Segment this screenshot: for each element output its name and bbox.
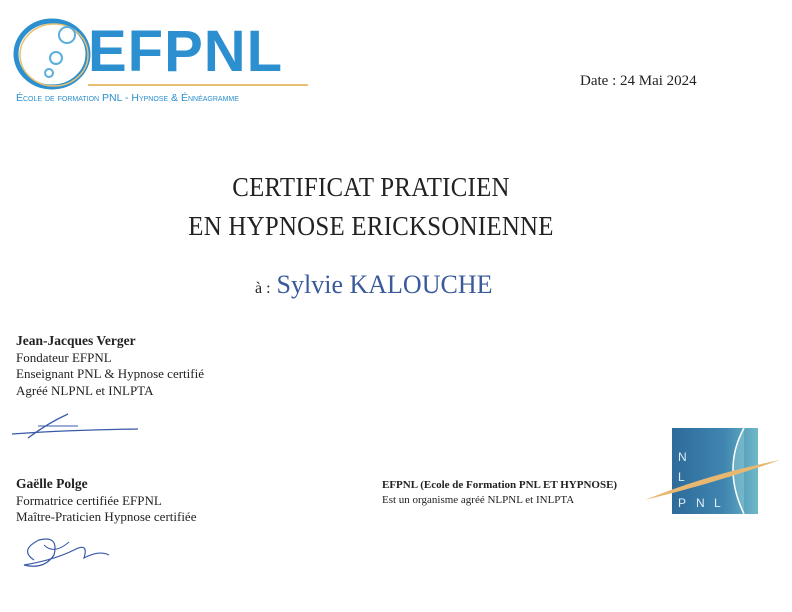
- nlpnl-letter: N: [696, 496, 705, 510]
- signatory-line: Agréé NLPNL et INLPTA: [16, 382, 154, 398]
- signatory-line: Enseignant PNL & Hypnose certifié: [16, 366, 204, 381]
- signature-1: [8, 408, 148, 443]
- nlpnl-letter: L: [678, 470, 685, 484]
- signature-2: [14, 530, 124, 575]
- organization-info: [382, 478, 617, 508]
- efpnl-logo: [12, 18, 92, 90]
- signatory-1: [16, 333, 204, 399]
- signatory-name: Jean-Jacques Verger: [16, 333, 136, 348]
- logo-name: EFPNL: [88, 19, 284, 84]
- nlpnl-letter: L: [714, 496, 721, 510]
- nlpnl-letter: P: [678, 496, 687, 510]
- signatory-line: Maître-Praticien Hypnose certifiée: [16, 509, 197, 524]
- bubbles-icon: [12, 18, 92, 90]
- nlpnl-swoosh-icon: [645, 455, 785, 505]
- organization-note: Est un organisme agréé NLPNL et INLPTA: [382, 494, 575, 506]
- recipient-prefix: à :: [255, 280, 271, 297]
- signatory-line: Fondateur EFPNL: [16, 349, 112, 365]
- organization-name: EFPNL (Ecole de Formation PNL ET HYPNOSE): [382, 479, 618, 491]
- nlpnl-letter: N: [678, 450, 687, 464]
- certificate-date: Date : 24 Mai 2024: [580, 73, 697, 89]
- title-line-1: CERTIFICAT PRATICIEN: [232, 172, 510, 202]
- recipient-name: Sylvie KALOUCHE: [276, 270, 493, 299]
- logo-divider: [88, 84, 308, 86]
- title-line-2: EN HYPNOSE ERICKSONIENNE: [188, 211, 554, 241]
- recipient: [255, 270, 492, 300]
- signatory-name: Gaëlle Polge: [16, 476, 88, 491]
- logo-subtitle: École de formation PNL - Hypnose & Énnéagramme: [16, 92, 239, 104]
- signatory-2: [16, 476, 196, 526]
- signatory-line: Formatrice certifiée EFPNL: [16, 492, 162, 508]
